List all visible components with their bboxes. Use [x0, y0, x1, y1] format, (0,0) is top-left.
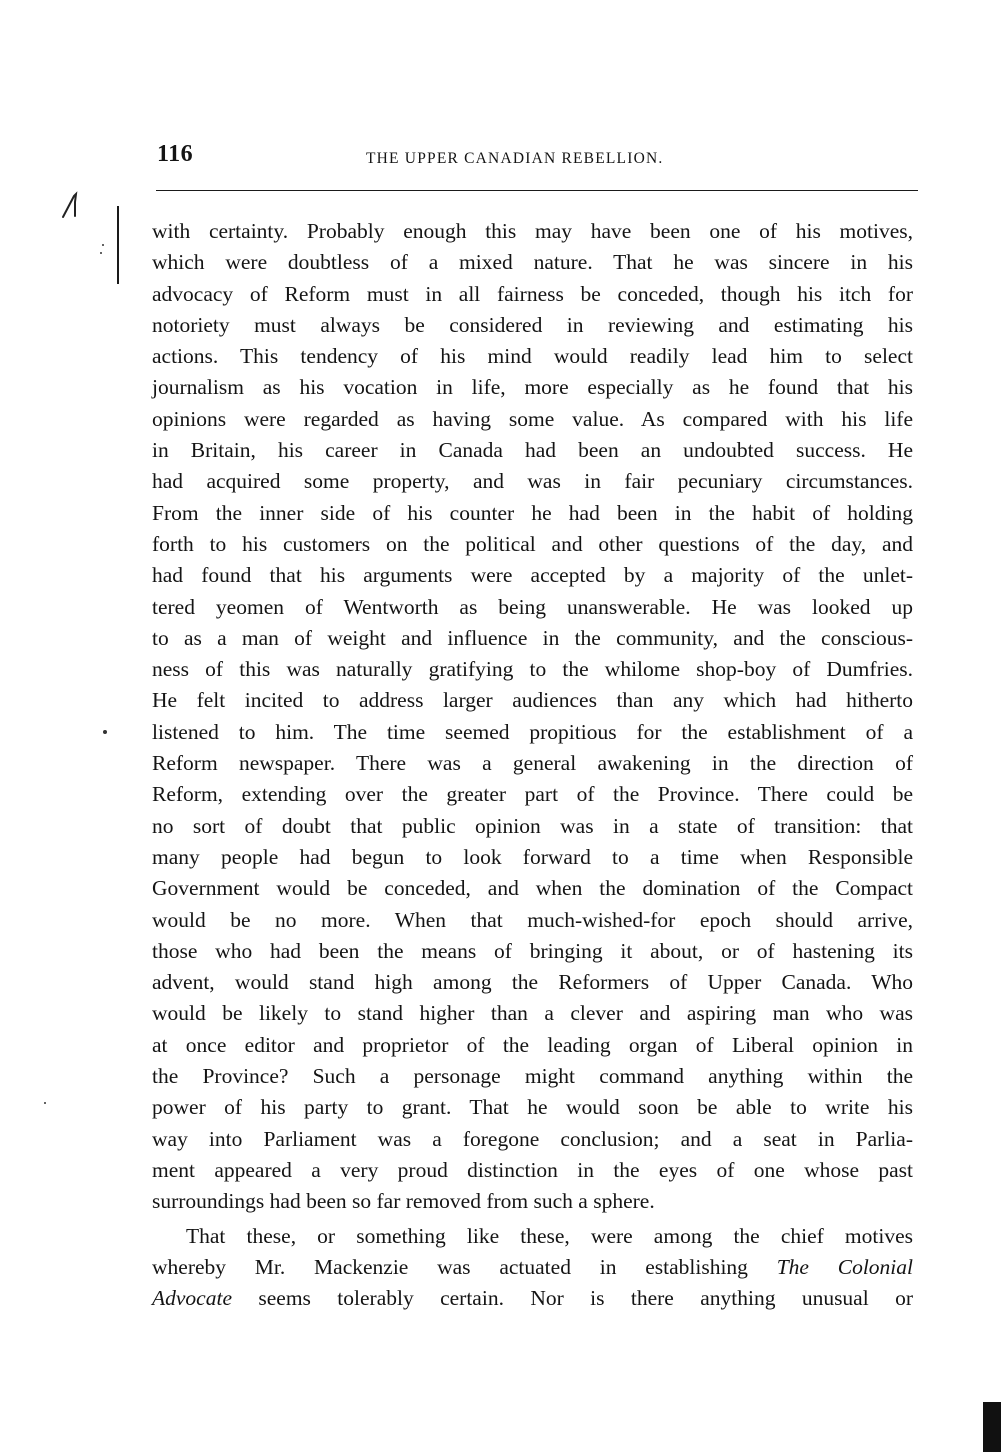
- margin-speck: [100, 252, 102, 254]
- margin-bar: [117, 206, 119, 284]
- text-line: would be no more. When that much-wished-for epoch should arrive,: [152, 907, 913, 932]
- text-run: seems tolerably certain. Nor is there anything unusual or: [232, 1286, 913, 1311]
- text-line: Reform, extending over the greater part of the Province. There could be: [152, 782, 913, 807]
- text-line: had found that his arguments were accepted by a majority of the unlet-: [152, 563, 913, 588]
- text-line: no sort of doubt that public opinion was in a state of transition: that: [152, 813, 913, 838]
- text-line: opinions were regarded as having some value. As compared with his life: [152, 406, 913, 431]
- paragraph-1: [152, 216, 913, 1218]
- body-text: [152, 216, 913, 1314]
- paragraph-2: [152, 1221, 913, 1315]
- margin-speck: [103, 730, 107, 734]
- text-line: Government would be conceded, and when the domination of the Compact: [152, 876, 913, 901]
- newspaper-title-italic: Advocate: [152, 1286, 232, 1311]
- text-line: From the inner side of his counter he had been in the habit of holding: [152, 500, 913, 525]
- text-line: with certainty. Probably enough this may have been one of his motives,: [152, 219, 913, 243]
- text-line: advent, would stand high among the Reformers of Upper Canada. Who: [152, 970, 913, 995]
- text-run: whereby Mr. Mackenzie was actuated in establishing: [152, 1254, 777, 1279]
- text-line: [152, 1252, 913, 1283]
- text-line: the Province? Such a personage might command anything within the: [152, 1064, 913, 1089]
- running-head: THE UPPER CANADIAN REBELLION.: [366, 150, 664, 167]
- text-line: journalism as his vocation in life, more especially as he found that his: [152, 375, 913, 400]
- text-line: notoriety must always be considered in reviewing and estimating his: [152, 312, 913, 337]
- text-line: had acquired some property, and was in fair pecuniary circumstances.: [152, 469, 913, 494]
- text-line: [152, 1283, 913, 1314]
- text-line: actions. This tendency of his mind would readily lead him to select: [152, 344, 913, 369]
- margin-pencil-mark: [60, 190, 86, 220]
- margin-speck: [102, 244, 104, 246]
- text-line: ness of this was naturally gratifying to the whilome shop-boy of Dumfries.: [152, 657, 913, 682]
- page-edge-shadow: [983, 1402, 1001, 1452]
- text-line: tered yeomen of Wentworth as being unanswerable. He was looked up: [152, 594, 913, 619]
- text-line: ment appeared a very proud distinction in the eyes of one whose past: [152, 1157, 913, 1182]
- header-rule: [156, 190, 918, 191]
- page-number: 116: [157, 141, 194, 167]
- text-line: to as a man of weight and influence in the community, and the conscious-: [152, 625, 913, 650]
- text-line: would be likely to stand higher than a clever and aspiring man who was: [152, 1001, 913, 1026]
- text-line: listened to him. The time seemed propitious for the establishment of a: [152, 719, 913, 744]
- text-line: advocacy of Reform must in all fairness be conceded, though his itch for: [152, 281, 913, 306]
- text-line: forth to his customers on the political and other questions of the day, and: [152, 531, 913, 556]
- text-line: That these, or something like these, were among the chief motives: [186, 1223, 913, 1248]
- text-line: way into Parliament was a foregone conclusion; and a seat in Parlia-: [152, 1126, 913, 1151]
- newspaper-title-italic: The Colonial: [776, 1254, 914, 1279]
- text-line: which were doubtless of a mixed nature. That he was sincere in his: [152, 250, 913, 275]
- text-line: surroundings had been so far removed from such a sphere.: [152, 1189, 655, 1214]
- text-line: Reform newspaper. There was a general awakening in the direction of: [152, 751, 913, 776]
- text-line: He felt incited to address larger audiences than any which had hitherto: [152, 688, 913, 713]
- text-line: in Britain, his career in Canada had been an undoubted success. He: [152, 438, 913, 463]
- margin-speck: [44, 1102, 46, 1104]
- text-line: at once editor and proprietor of the leading organ of Liberal opinion in: [152, 1032, 913, 1057]
- text-line: power of his party to grant. That he would soon be able to write his: [152, 1095, 913, 1120]
- text-line: those who had been the means of bringing it about, or of hastening its: [152, 938, 913, 963]
- text-line: many people had begun to look forward to a time when Responsible: [152, 844, 913, 869]
